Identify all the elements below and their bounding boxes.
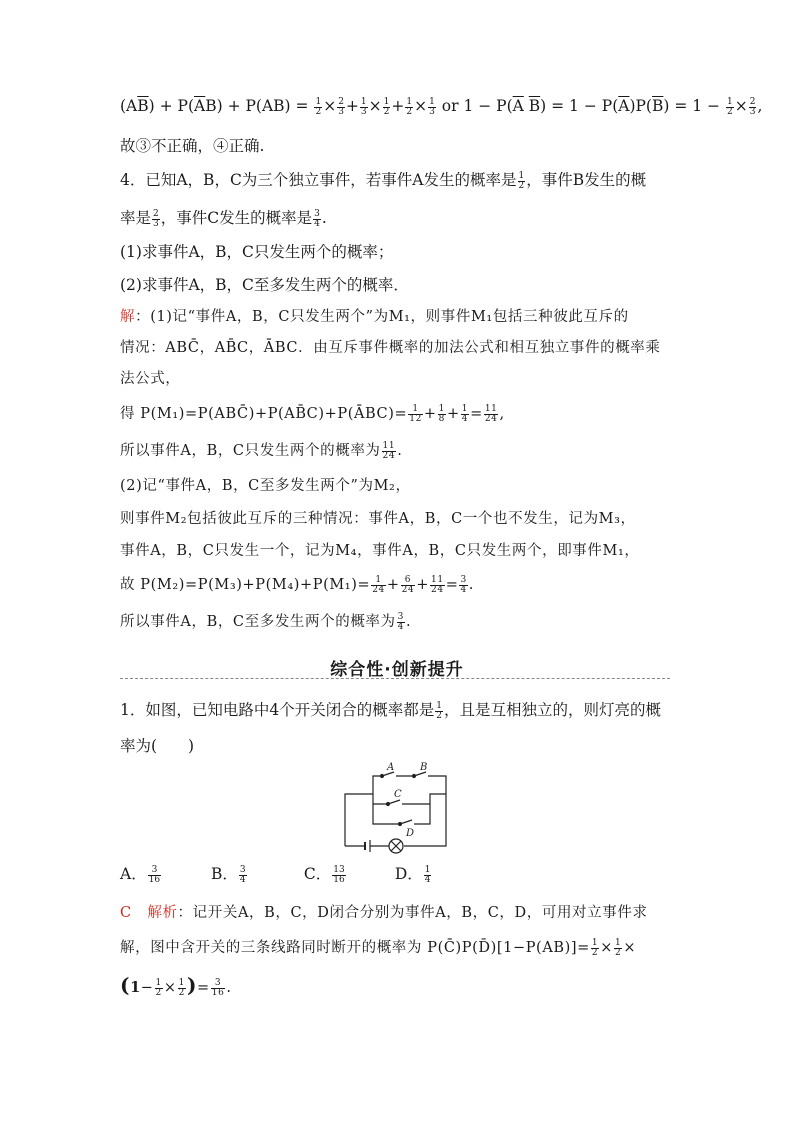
- q4-part-1: (1)求事件A，B，C只发生两个的概率；: [120, 243, 394, 261]
- q1-choices: [120, 864, 455, 885]
- solution-line-10: 所以事件A，B，C至多发生两个的概率为 $\frac{3}{4}$ .: [120, 611, 412, 632]
- solution-line-3: 法公式，: [120, 371, 181, 387]
- switch-label-a: A: [387, 762, 395, 773]
- solution-line-2: 情况：ABC̄，AB̄C，ĀBC．由互斥事件概率的加法公式和相互独立事件的概率乘: [120, 340, 661, 356]
- choice-b[interactable]: B． $\frac{3}{4}$: [210, 864, 246, 885]
- analysis-tag: 解析: [147, 905, 178, 921]
- analysis-line-1: C 解析：记开关A，B，C，D闭合分别为事件A，B，C，D，可用对立事件求: [120, 905, 648, 921]
- choice-c[interactable]: C． $\frac{13}{16}$: [303, 864, 345, 885]
- q4-line-2: 率是 $\frac{2}{3}$ ，事件C发生的概率是 $\frac{3}{4}$ .: [120, 208, 327, 229]
- q4-part-2: (2)求事件A，B，C至多发生两个的概率．: [120, 276, 409, 294]
- analysis-line-2: 解，图中含开关的三条线路同时断开的概率为 P(C̄)P(D̄)[1−P(AB)]= $\frac{1}{2}$ × $\frac{1}{2}$ ×: [120, 937, 637, 958]
- solution-line-4: 得 P(M₁)=P(ABC̄)+P(AB̄C)+P(ĀBC)= $\frac{1}{12}$ + $\frac{1}{8}$ + $\frac{1}{4}$ = $\frac{11}{24}$ ,: [120, 403, 505, 424]
- section-divider: [120, 678, 670, 679]
- switch-label-c: C: [394, 789, 402, 800]
- q4-line-1: 4．已知A，B，C为三个独立事件，若事件A发生的概率是 $\frac{1}{2}$ ，事件B发生的概: [120, 170, 647, 191]
- circuit-diagram: [338, 762, 458, 854]
- solution-line-8: 事件A，B，C只发生一个，记为M₄，事件A，B，C只发生两个，即事件M₁，: [120, 543, 640, 559]
- solution-line-6: (2)记“事件A，B，C至多发生两个”为M₂，: [120, 478, 411, 494]
- answer-letter: C: [120, 905, 132, 921]
- line-1: $(A\overline{B}) + P(\overline{A}B) + P(AB)$ = $\frac{1}{2}$ × $\frac{2}{3}$ + $\frac{1}{3}$ × $\frac{1}{2}$ + $\frac{1}{2}$ × $\frac{1}{3}$ or $1 - P(\overline{A}$ $\overline{B}) = 1 - P(\overline{A})P(\overline{B}) = 1$ − $\frac{1}{2}$ × $\frac{2}{3}$ ,: [120, 96, 763, 117]
- solution-line-5: 所以事件A，B，C只发生两个的概率为 $\frac{11}{24}$ .: [120, 440, 403, 461]
- analysis-line-3: (1− $\frac{1}{2}$ × $\frac{1}{2}$ )= $\frac{3}{16}$ .: [120, 973, 232, 998]
- line-2: 故③不正确，④正确.: [120, 137, 265, 155]
- solution-line-9: 故 P(M₂)=P(M₃)+P(M₄)+P(M₁)= $\frac{1}{24}$ + $\frac{6}{24}$ + $\frac{11}{24}$ = $\frac{3}{4}$ .: [120, 574, 474, 595]
- choice-d[interactable]: D． $\frac{1}{4}$: [394, 864, 431, 885]
- choice-a[interactable]: A． $\frac{3}{16}$: [120, 864, 161, 885]
- q1-line-2: 率为( ): [120, 737, 195, 755]
- switch-label-b: B: [420, 762, 428, 773]
- solution-tag: 解: [120, 309, 136, 325]
- q1-line-1: 1．如图，已知电路中4个开关闭合的概率都是 $\frac{1}{2}$ ，且是互相独立的，则灯亮的概: [120, 700, 661, 721]
- solution-line-1: 解：(1)记“事件A，B，C只发生两个”为M₁，则事件M₁包括三种彼此互斥的: [120, 309, 629, 325]
- section-title: 综合性·创新提升: [330, 660, 464, 680]
- solution-line-7: 则事件M₂包括彼此互斥的三种情况：事件A，B，C一个也不发生，记为M₃，: [120, 511, 636, 527]
- switch-label-d: D: [406, 828, 415, 839]
